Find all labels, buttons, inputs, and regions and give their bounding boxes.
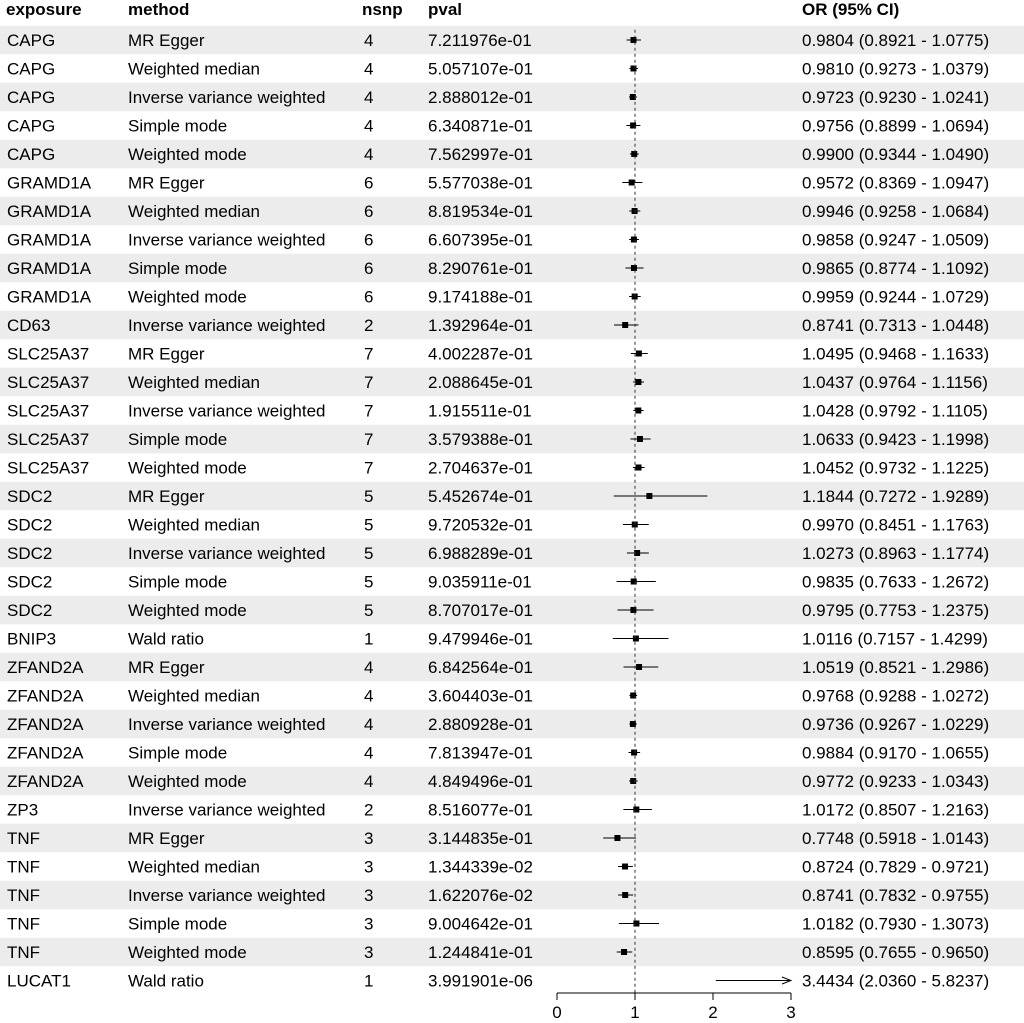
table-row — [7, 202, 989, 221]
cell-nsnp: 4 — [364, 88, 374, 107]
cell-exposure: CAPG — [7, 145, 56, 164]
cell-or: 0.9858 (0.9247 - 1.0509) — [802, 230, 990, 250]
cell-or: 0.9772 (0.9233 - 1.0343) — [802, 772, 990, 791]
cell-or: 0.9900 (0.9344 - 1.0490) — [802, 145, 990, 164]
cell-nsnp: 4 — [364, 658, 374, 677]
header-pval: pval — [428, 0, 463, 19]
cell-exposure: ZFAND2A — [7, 686, 84, 706]
cell-exposure: TNF — [7, 914, 41, 934]
cell-pval: 9.004642e-01 — [428, 914, 533, 934]
cell-nsnp: 3 — [364, 886, 374, 905]
cell-method: Simple mode — [128, 743, 228, 763]
or-point — [622, 864, 628, 870]
cell-exposure: CAPG — [7, 31, 56, 50]
table-row — [7, 601, 989, 620]
or-point — [633, 921, 639, 927]
table-row — [7, 345, 989, 364]
cell-nsnp: 4 — [364, 686, 374, 706]
cell-exposure: SDC2 — [7, 544, 53, 563]
cell-pval: 3.579388e-01 — [428, 430, 533, 449]
or-point — [631, 237, 637, 243]
cell-method: MR Egger — [128, 344, 205, 364]
cell-or: 1.0116 (0.7157 - 1.4299) — [802, 629, 988, 649]
cell-exposure: CAPG — [7, 116, 56, 136]
cell-pval: 8.516077e-01 — [428, 800, 533, 820]
cell-or: 0.9756 (0.8899 - 1.0694) — [802, 116, 990, 136]
cell-nsnp: 2 — [364, 800, 374, 820]
cell-method: Inverse variance weighted — [128, 401, 326, 421]
table-row — [7, 145, 989, 164]
cell-exposure: ZFAND2A — [7, 658, 84, 677]
table-row — [7, 174, 989, 193]
table-row — [7, 915, 989, 934]
cell-method: Simple mode — [128, 914, 228, 934]
cell-nsnp: 7 — [364, 373, 374, 392]
cell-pval: 3.991901e-06 — [428, 971, 533, 991]
cell-pval: 8.707017e-01 — [428, 601, 533, 620]
cell-exposure: ZP3 — [7, 800, 39, 820]
header-or: OR (95% CI) — [802, 0, 900, 19]
cell-pval: 1.622076e-02 — [428, 886, 533, 905]
cell-method: Weighted mode — [128, 145, 247, 164]
or-point — [621, 949, 627, 955]
cell-or: 0.9884 (0.9170 - 1.0655) — [802, 743, 990, 763]
cell-or: 0.9768 (0.9288 - 1.0272) — [802, 686, 990, 706]
cell-pval: 1.244841e-01 — [428, 943, 533, 962]
or-point — [614, 835, 620, 841]
cell-pval: 2.880928e-01 — [428, 715, 533, 734]
cell-exposure: GRAMD1A — [7, 259, 92, 278]
cell-method: Simple mode — [128, 259, 228, 278]
cell-pval: 8.819534e-01 — [428, 202, 533, 221]
cell-nsnp: 6 — [364, 173, 374, 193]
cell-pval: 8.290761e-01 — [428, 259, 533, 278]
cell-nsnp: 6 — [364, 202, 374, 221]
cell-exposure: LUCAT1 — [7, 971, 71, 991]
table-row — [7, 972, 989, 991]
table-row — [7, 630, 988, 649]
table-row — [7, 544, 989, 563]
cell-nsnp: 7 — [364, 430, 374, 449]
table-row — [7, 459, 989, 478]
cell-or: 1.0495 (0.9468 - 1.1633) — [802, 344, 990, 364]
or-point — [629, 180, 635, 186]
or-point — [631, 265, 637, 271]
x-axis — [552, 993, 795, 1022]
or-point — [633, 636, 639, 642]
or-point — [635, 408, 641, 414]
table-row — [7, 288, 989, 307]
table-rows — [7, 31, 989, 991]
cell-pval: 4.002287e-01 — [428, 344, 533, 364]
cell-exposure: GRAMD1A — [7, 173, 92, 193]
cell-method: Weighted mode — [128, 458, 247, 478]
table-row — [7, 231, 989, 250]
cell-pval: 9.720532e-01 — [428, 515, 533, 535]
cell-exposure: SDC2 — [7, 601, 53, 620]
cell-method: Weighted median — [128, 515, 260, 535]
cell-exposure: GRAMD1A — [7, 202, 92, 221]
cell-nsnp: 5 — [364, 487, 374, 506]
cell-method: Weighted mode — [128, 601, 247, 620]
or-point — [637, 436, 643, 442]
cell-exposure: TNF — [7, 857, 41, 877]
table-row — [7, 744, 989, 763]
cell-method: MR Egger — [128, 487, 205, 506]
cell-pval: 6.988289e-01 — [428, 544, 533, 563]
cell-method: Inverse variance weighted — [128, 544, 326, 563]
cell-method: Weighted median — [128, 373, 260, 392]
cell-nsnp: 6 — [364, 259, 374, 278]
or-point — [622, 322, 628, 328]
cell-exposure: ZFAND2A — [7, 715, 84, 734]
cell-or: 3.4434 (2.0360 - 5.8237) — [802, 971, 990, 991]
cell-or: 1.1844 (0.7272 - 1.9289) — [802, 487, 990, 506]
cell-or: 0.9804 (0.8921 - 1.0775) — [802, 31, 990, 50]
cell-exposure: CD63 — [7, 316, 51, 335]
cell-exposure: SLC25A37 — [7, 373, 90, 392]
table-row — [7, 886, 989, 905]
cell-exposure: GRAMD1A — [7, 287, 92, 307]
header-nsnp: nsnp — [362, 0, 403, 19]
cell-pval: 7.211976e-01 — [428, 31, 532, 50]
cell-nsnp: 6 — [364, 287, 374, 307]
cell-method: Wald ratio — [128, 971, 204, 991]
cell-method: Inverse variance weighted — [128, 316, 326, 335]
cell-pval: 2.088645e-01 — [428, 373, 533, 392]
table-row — [7, 117, 989, 136]
cell-nsnp: 4 — [364, 116, 374, 136]
cell-nsnp: 5 — [364, 515, 374, 535]
cell-method: Weighted median — [128, 202, 260, 221]
cell-method: Weighted median — [128, 686, 260, 706]
cell-pval: 6.340871e-01 — [428, 116, 533, 136]
cell-pval: 5.577038e-01 — [428, 173, 533, 193]
cell-pval: 1.344339e-02 — [428, 857, 533, 877]
cell-nsnp: 3 — [364, 914, 374, 934]
axis-tick-label: 3 — [786, 1003, 796, 1022]
cell-or: 1.0633 (0.9423 - 1.1998) — [802, 430, 990, 449]
cell-method: Simple mode — [128, 116, 228, 136]
table-row — [7, 316, 989, 335]
cell-or: 1.0437 (0.9764 - 1.1156) — [802, 373, 988, 392]
cell-method: Weighted mode — [128, 772, 247, 791]
or-point — [622, 892, 628, 898]
axis-tick-label: 0 — [552, 1003, 562, 1022]
cell-nsnp: 4 — [364, 715, 374, 734]
cell-or: 0.9810 (0.9273 - 1.0379) — [802, 59, 990, 79]
cell-nsnp: 3 — [364, 943, 374, 962]
cell-pval: 4.849496e-01 — [428, 772, 533, 791]
cell-exposure: CAPG — [7, 88, 56, 107]
or-point — [633, 807, 639, 813]
cell-exposure: GRAMD1A — [7, 230, 92, 250]
or-point — [646, 493, 652, 499]
table-row — [7, 943, 989, 962]
cell-exposure: TNF — [7, 886, 41, 905]
cell-or: 0.8741 (0.7832 - 0.9755) — [802, 886, 990, 905]
table-row — [7, 687, 989, 706]
table-row — [7, 573, 989, 592]
cell-pval: 5.057107e-01 — [428, 59, 533, 79]
cell-or: 0.9723 (0.9230 - 1.0241) — [802, 88, 990, 107]
table-row — [7, 516, 989, 535]
table-row — [7, 373, 988, 392]
cell-pval: 9.174188e-01 — [428, 287, 533, 307]
table-row — [7, 31, 989, 50]
cell-or: 0.8741 (0.7313 - 1.0448) — [802, 316, 990, 335]
cell-method: MR Egger — [128, 173, 205, 193]
table-row — [7, 402, 988, 421]
cell-method: Simple mode — [128, 572, 228, 592]
cell-method: MR Egger — [128, 658, 205, 677]
cell-exposure: CAPG — [7, 59, 56, 79]
cell-or: 1.0182 (0.7930 - 1.3073) — [802, 914, 990, 934]
or-point — [635, 379, 641, 385]
cell-pval: 2.888012e-01 — [428, 88, 533, 107]
cell-method: Weighted median — [128, 857, 260, 877]
cell-exposure: SDC2 — [7, 572, 53, 592]
or-point — [636, 664, 642, 670]
cell-or: 1.0273 (0.8963 - 1.1774) — [802, 544, 990, 563]
cell-exposure: TNF — [7, 943, 41, 962]
cell-or: 0.9795 (0.7753 - 1.2375) — [802, 601, 990, 620]
cell-exposure: ZFAND2A — [7, 772, 84, 791]
cell-exposure: ZFAND2A — [7, 743, 84, 763]
cell-pval: 9.035911e-01 — [428, 572, 532, 592]
cell-nsnp: 3 — [364, 829, 374, 848]
cell-method: Wald ratio — [128, 629, 204, 649]
cell-pval: 2.704637e-01 — [428, 458, 533, 478]
cell-pval: 7.813947e-01 — [428, 743, 533, 763]
cell-or: 1.0519 (0.8521 - 1.2986) — [802, 658, 990, 677]
cell-method: Simple mode — [128, 430, 228, 449]
table-row — [7, 801, 989, 820]
table-row — [7, 658, 989, 677]
or-point — [630, 607, 636, 613]
cell-nsnp: 1 — [364, 971, 374, 991]
or-point — [631, 151, 637, 157]
cell-or: 0.8724 (0.7829 - 0.9721) — [802, 857, 990, 877]
cell-pval: 6.607395e-01 — [428, 230, 533, 250]
cell-exposure: SLC25A37 — [7, 458, 90, 478]
cell-method: MR Egger — [128, 31, 205, 50]
cell-method: Weighted mode — [128, 287, 247, 307]
cell-pval: 3.144835e-01 — [428, 829, 533, 848]
or-point — [631, 579, 637, 585]
cell-method: Inverse variance weighted — [128, 230, 326, 250]
cell-method: Inverse variance weighted — [128, 88, 326, 107]
cell-pval: 9.479946e-01 — [428, 629, 533, 649]
cell-method: Weighted mode — [128, 943, 247, 962]
cell-or: 0.7748 (0.5918 - 1.0143) — [802, 829, 990, 848]
or-point — [636, 465, 642, 471]
table-row — [7, 88, 989, 107]
header-exposure: exposure — [6, 0, 82, 19]
cell-or: 0.8595 (0.7655 - 0.9650) — [802, 943, 990, 962]
cell-nsnp: 4 — [364, 772, 374, 791]
cell-nsnp: 7 — [364, 344, 374, 364]
cell-nsnp: 7 — [364, 401, 374, 421]
table-row — [7, 715, 989, 734]
table-row — [7, 60, 989, 79]
or-point — [630, 37, 636, 43]
or-point — [631, 750, 637, 756]
axis-tick-label: 2 — [708, 1003, 718, 1022]
cell-exposure: BNIP3 — [7, 629, 57, 649]
cell-nsnp: 4 — [364, 145, 374, 164]
cell-or: 0.9572 (0.8369 - 1.0947) — [802, 173, 990, 193]
cell-pval: 6.842564e-01 — [428, 658, 533, 677]
cell-or: 0.9736 (0.9267 - 1.0229) — [802, 715, 990, 734]
or-point — [636, 351, 642, 357]
cell-method: Inverse variance weighted — [128, 715, 326, 734]
cell-nsnp: 1 — [364, 629, 374, 649]
cell-method: MR Egger — [128, 829, 205, 848]
cell-nsnp: 3 — [364, 857, 374, 877]
cell-pval: 7.562997e-01 — [428, 145, 533, 164]
cell-nsnp: 4 — [364, 743, 374, 763]
table-row — [7, 259, 989, 278]
cell-exposure: TNF — [7, 829, 41, 848]
table-row — [7, 487, 989, 506]
cell-nsnp: 2 — [364, 316, 374, 335]
or-point — [631, 66, 637, 72]
cell-or: 1.0428 (0.9792 - 1.1105) — [802, 401, 988, 421]
cell-exposure: SLC25A37 — [7, 430, 90, 449]
cell-method: Weighted median — [128, 59, 260, 79]
cell-exposure: SDC2 — [7, 487, 53, 506]
table-row — [7, 858, 989, 877]
cell-method: Inverse variance weighted — [128, 886, 326, 905]
cell-or: 1.0452 (0.9732 - 1.1225) — [802, 458, 990, 478]
cell-or: 1.0172 (0.8507 - 1.2163) — [802, 800, 990, 820]
cell-pval: 1.392964e-01 — [428, 316, 533, 335]
cell-nsnp: 7 — [364, 458, 374, 478]
cell-pval: 1.915511e-01 — [428, 401, 532, 421]
cell-nsnp: 4 — [364, 31, 374, 50]
table-row — [7, 430, 989, 449]
cell-nsnp: 4 — [364, 59, 374, 79]
header-row — [6, 0, 899, 19]
cell-exposure: SLC25A37 — [7, 401, 90, 421]
cell-or: 0.9835 (0.7633 - 1.2672) — [802, 572, 990, 592]
cell-nsnp: 5 — [364, 601, 374, 620]
table-row — [7, 772, 989, 791]
cell-pval: 5.452674e-01 — [428, 487, 533, 506]
cell-or: 0.9970 (0.8451 - 1.1763) — [802, 515, 990, 535]
header-method: method — [128, 0, 190, 19]
cell-or: 0.9865 (0.8774 - 1.1092) — [802, 259, 990, 278]
cell-nsnp: 6 — [364, 230, 374, 250]
cell-exposure: SDC2 — [7, 515, 53, 535]
cell-pval: 3.604403e-01 — [428, 686, 533, 706]
cell-or: 0.9959 (0.9244 - 1.0729) — [802, 287, 990, 307]
cell-or: 0.9946 (0.9258 - 1.0684) — [802, 202, 990, 221]
cell-method: Inverse variance weighted — [128, 800, 326, 820]
table-row — [7, 829, 989, 848]
cell-nsnp: 5 — [364, 572, 374, 592]
cell-exposure: SLC25A37 — [7, 344, 90, 364]
cell-nsnp: 5 — [364, 544, 374, 563]
axis-tick-label: 1 — [630, 1003, 640, 1022]
